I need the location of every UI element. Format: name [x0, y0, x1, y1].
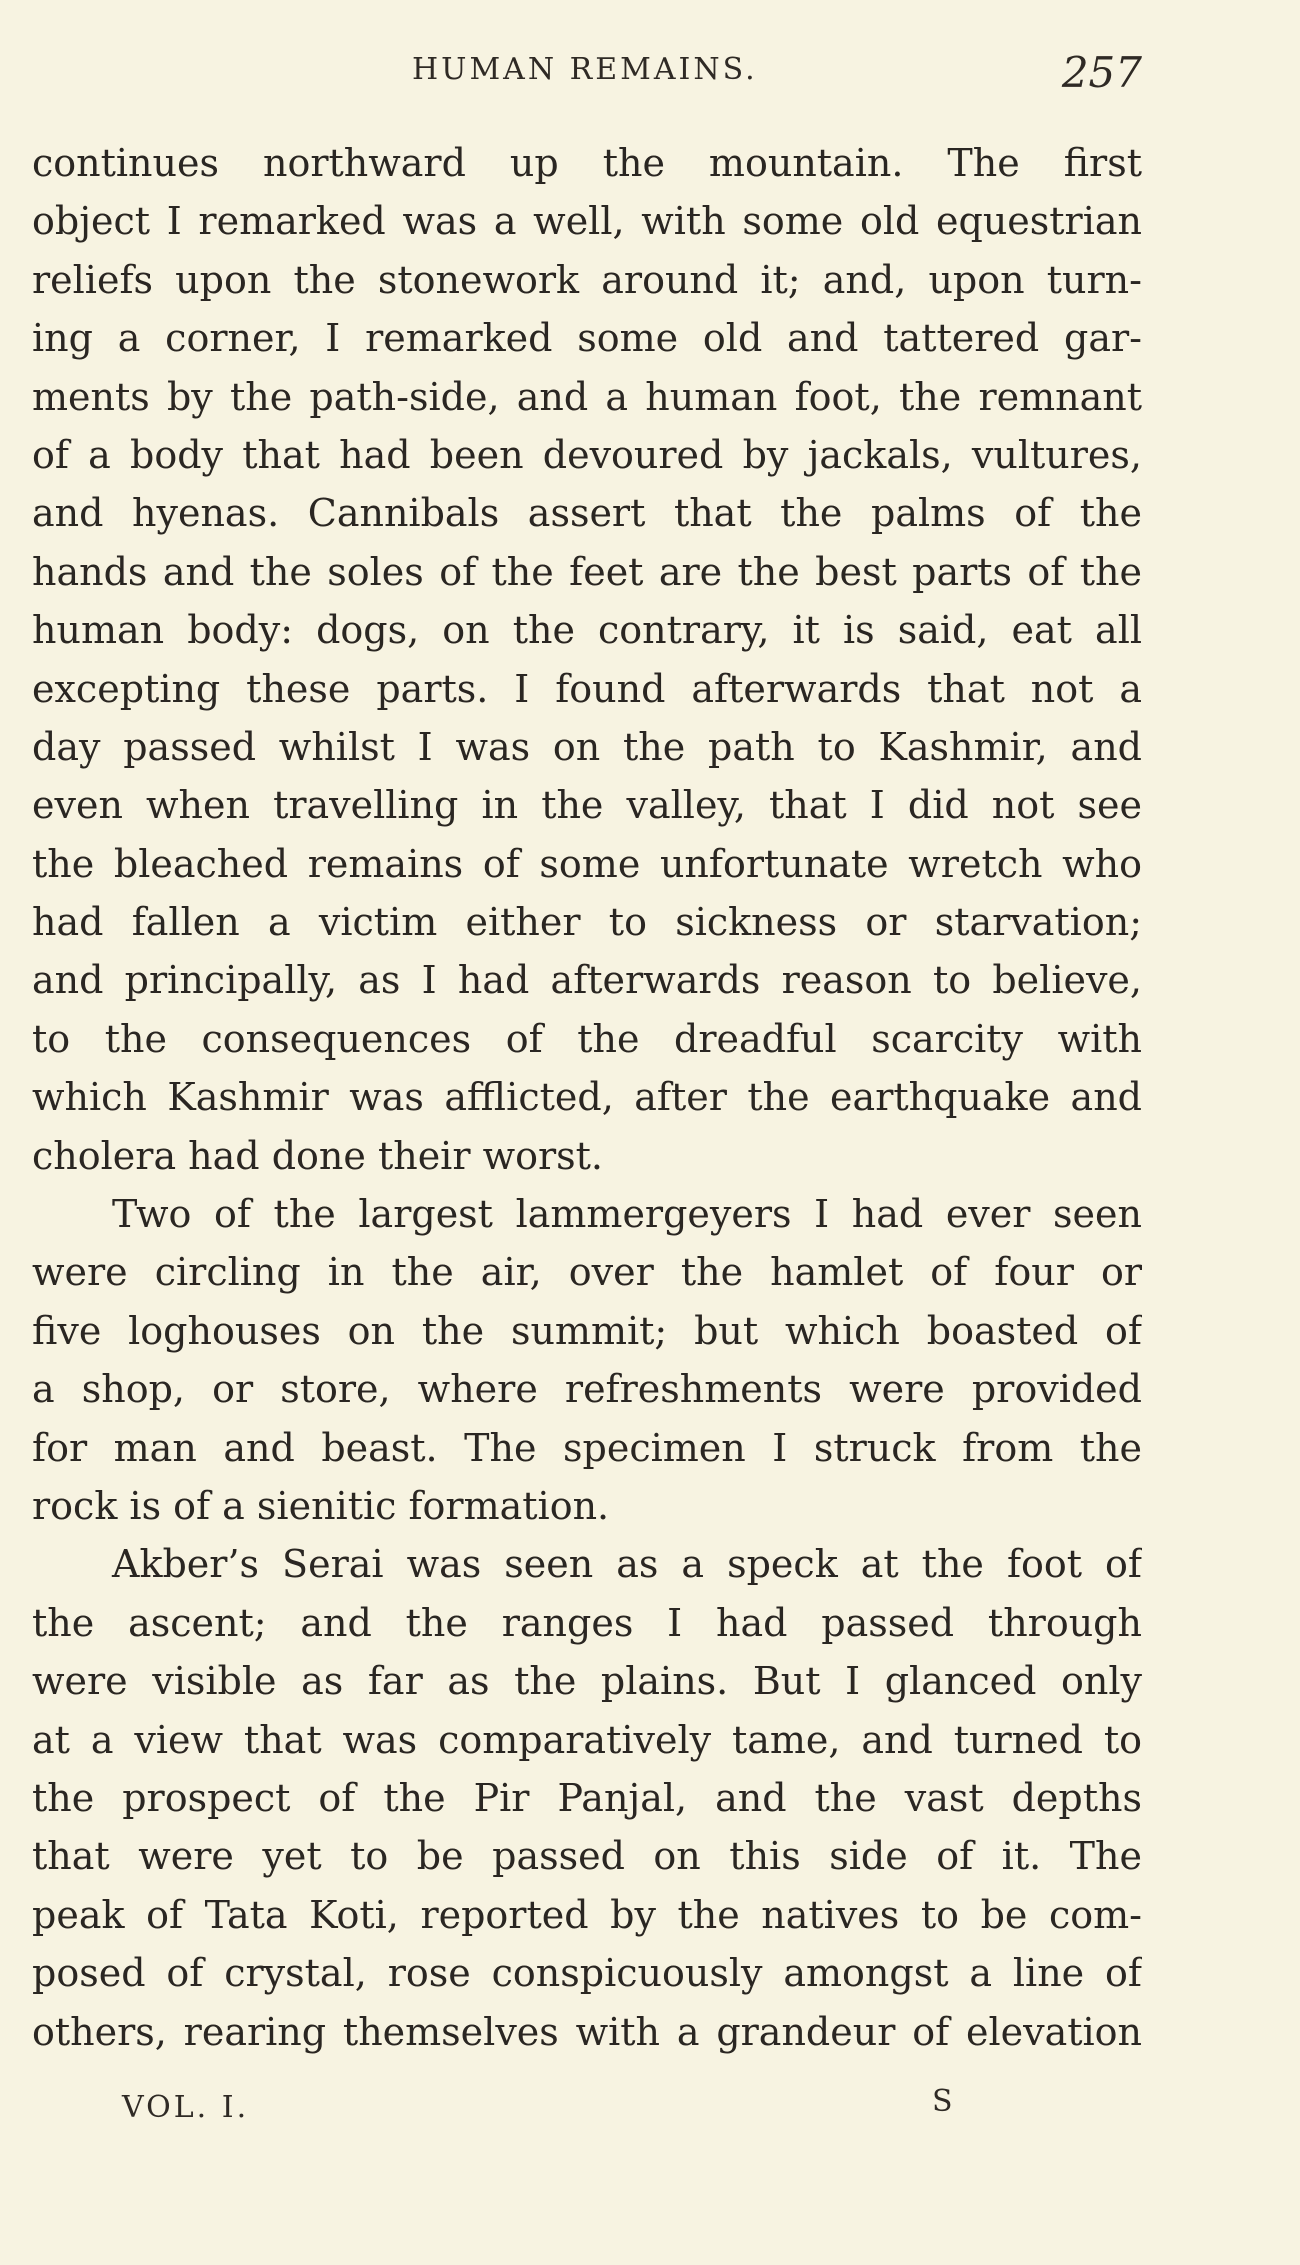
- text-line: continues northward up the mountain. The first: [32, 141, 1142, 185]
- text-line: had fallen a victim either to sickness or starvation;: [32, 900, 1142, 945]
- text-line: and principally, as I had afterwards reason to believe,: [32, 958, 1142, 1003]
- text-line: ing a corner, I remarked some old and tattered gar-: [32, 316, 1142, 361]
- body-text: [32, 134, 1142, 2061]
- page-header: [32, 48, 1142, 108]
- text-line: day passed whilst I was on the path to Kashmir, and: [32, 724, 1142, 769]
- page-number: 257: [1061, 48, 1142, 97]
- text-line: and hyenas. Cannibals assert that the palms of the: [32, 491, 1142, 536]
- text-line: reliefs upon the stonework around it; and, upon turn-: [32, 257, 1142, 302]
- text-line: human body: dogs, on the contrary, it is said, eat all: [32, 608, 1142, 653]
- text-line: posed of crystal, rose conspicuously amongst a line of: [32, 1951, 1142, 1996]
- text-line: were visible as far as the plains. But I glanced only: [32, 1659, 1142, 1704]
- text-line: were circling in the air, over the hamlet of four or: [32, 1250, 1142, 1295]
- text-line: cholera had done their worst.: [32, 1133, 604, 1178]
- running-title: HUMAN REMAINS.: [412, 52, 758, 87]
- text-line: at a view that was comparatively tame, and turned to: [32, 1717, 1142, 1762]
- text-line: the ascent; and the ranges I had passed through: [32, 1600, 1142, 1645]
- text-line: hands and the soles of the feet are the best parts of the: [32, 549, 1142, 594]
- text-line: a shop, or store, where refreshments were provided: [32, 1367, 1142, 1412]
- text-line: even when travelling in the valley, that I did not see: [32, 783, 1142, 828]
- page-footer: [32, 2084, 1142, 2134]
- text-line: peak of Tata Koti, reported by the natives to be com-: [32, 1892, 1142, 1937]
- text-line: ments by the path-side, and a human foot, the remnant: [32, 374, 1142, 419]
- text-line: the prospect of the Pir Panjal, and the vast depths: [32, 1775, 1142, 1820]
- text-line: excepting these parts. I found afterwards that not a: [32, 666, 1142, 711]
- text-line: which Kashmir was afflicted, after the earthquake and: [32, 1075, 1142, 1120]
- text-line: rock is of a sienitic formation.: [32, 1483, 610, 1528]
- volume-label: VOL. I.: [122, 2090, 250, 2125]
- text-line: that were yet to be passed on this side of it. The: [32, 1834, 1142, 1879]
- signature-mark: S: [932, 2084, 953, 2119]
- text-line: Two of the largest lammergeyers I had ever seen: [112, 1192, 1142, 1237]
- text-line: object I remarked was a well, with some old equestrian: [32, 199, 1142, 244]
- text-line: the bleached remains of some unfortunate wretch who: [32, 841, 1142, 886]
- text-line: five loghouses on the summit; but which boasted of: [32, 1308, 1142, 1353]
- text-line: Akber’s Serai was seen as a speck at the foot of: [112, 1542, 1142, 1587]
- text-line: others, rearing themselves with a grandeur of elevation: [32, 2009, 1142, 2054]
- text-line: to the consequences of the dreadful scarcity with: [32, 1016, 1142, 1061]
- text-line: of a body that had been devoured by jackals, vultures,: [32, 432, 1142, 477]
- text-line: for man and beast. The specimen I struck from the: [32, 1425, 1142, 1470]
